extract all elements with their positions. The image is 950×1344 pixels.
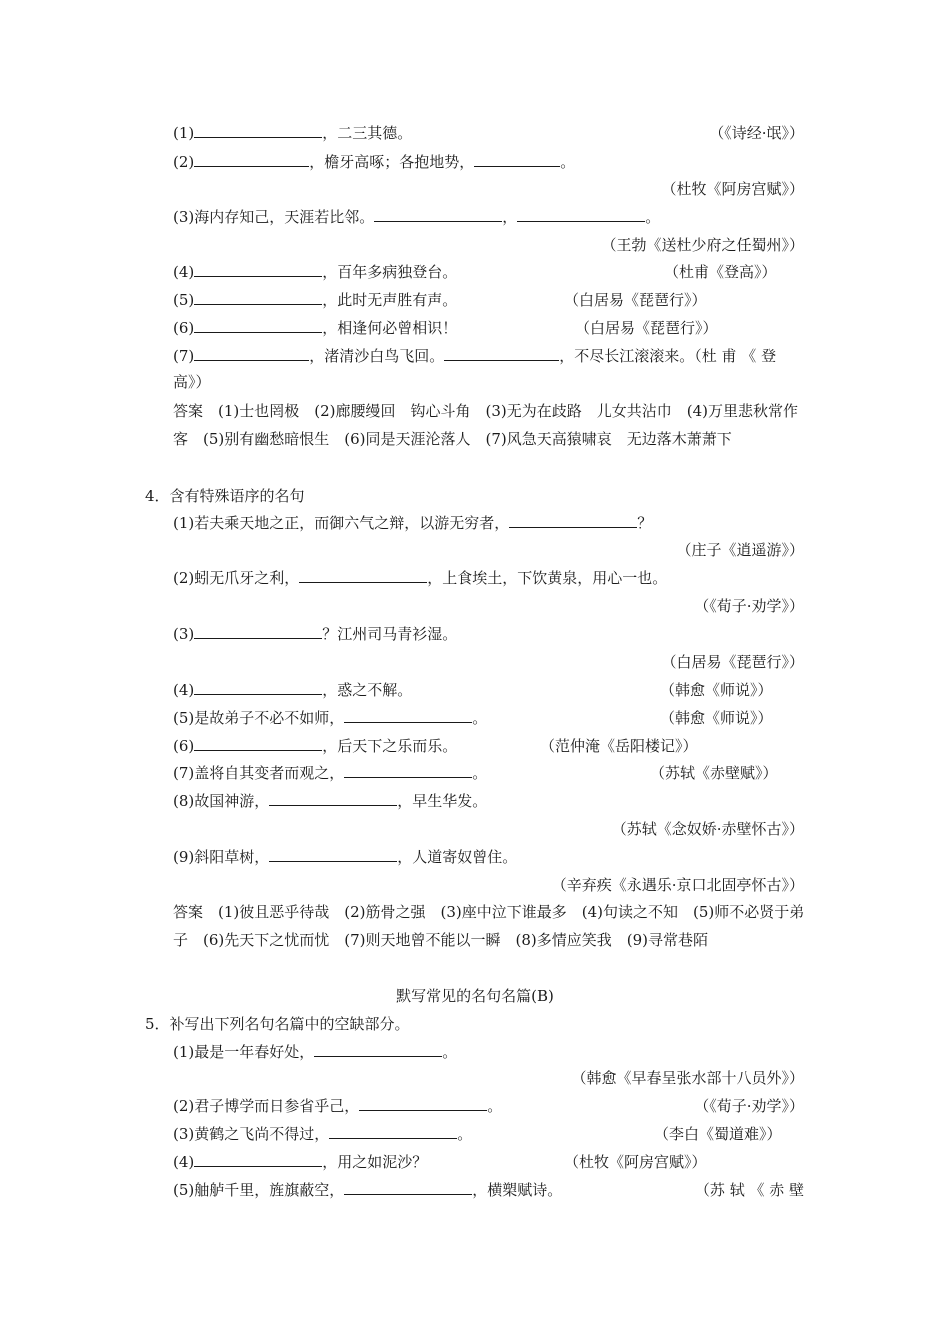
blank-field[interactable] — [194, 736, 322, 751]
blank-field[interactable] — [194, 624, 322, 639]
s3-item-6: (6) ，相逢何必曾相识！ — [173, 319, 458, 337]
s5-item-2: (2)君子博学而日参省乎己， 。 — [173, 1097, 503, 1115]
s4-item-1: (1)若夫乘天地之正，而御六气之辩，以游无穷者， ？ — [173, 514, 653, 532]
blank-field[interactable] — [344, 1180, 472, 1195]
source-citation: （苏轼《念奴娇·赤壁怀古》） — [611, 820, 804, 838]
source-citation: （白居易《琵琶行》） — [661, 653, 804, 671]
s5-item-5: (5)舳舻千里，旌旗蔽空， ，横槊赋诗。 — [173, 1181, 563, 1199]
s4-answer: 答案 (1)彼且恶乎待哉 (2)筋骨之强 (3)座中泣下谁最多 (4)句读之不知 (5)师不必贤于弟子 (6)先天下之忧而忧 (7)则天地曾不能以一瞬 (8)多情应笑我 (9)寻常巷陌 — [173, 903, 805, 949]
s3-item-5: (5) ，此时无声胜有声。 — [173, 291, 458, 309]
blank-field[interactable] — [344, 763, 472, 778]
blank-field[interactable] — [374, 207, 502, 222]
blank-field[interactable] — [194, 123, 322, 138]
source-citation: （庄子《逍遥游》） — [676, 541, 804, 559]
blank-field[interactable] — [194, 290, 322, 305]
blank-field[interactable] — [194, 262, 322, 277]
s3-item-7-cont: 高》） — [173, 373, 211, 391]
source-citation: （韩愈《早春呈张水部十八员外》） — [571, 1069, 804, 1087]
blank-field[interactable] — [509, 513, 637, 528]
source-citation: （《诗经·氓》） — [709, 124, 804, 142]
blank-field[interactable] — [314, 1042, 442, 1057]
source-citation: （苏 轼 《 赤 壁 — [694, 1181, 804, 1199]
blank-field[interactable] — [194, 680, 322, 695]
s4-item-8: (8)故国神游， ，早生华发。 — [173, 792, 488, 810]
s4-item-6: (6) ，后天下之乐而乐。 — [173, 737, 458, 755]
blank-field[interactable] — [329, 1124, 457, 1139]
s4-item-9: (9)斜阳草树， ，人道寄奴曾住。 — [173, 848, 518, 866]
source-citation: （杜牧《阿房宫赋》） — [661, 180, 804, 198]
s4-item-3: (3) ？江州司马青衫湿。 — [173, 625, 458, 643]
blank-field[interactable] — [344, 708, 472, 723]
blank-field[interactable] — [444, 346, 559, 361]
source-citation: （白居易《琵琶行》） — [575, 319, 718, 337]
s5-item-4: (4) ，用之如泥沙？ — [173, 1153, 428, 1171]
s3-answer: 答案 (1)士也罔极 (2)廊腰缦回 钩心斗角 (3)无为在歧路 儿女共沾巾 (4)万里悲秋常作客 (5)别有幽愁暗恨生 (6)同是天涯沦落人 (7)风急天高猿啸哀 无边落木萧萧下 — [173, 402, 798, 448]
source-citation: （范仲淹《岳阳楼记》） — [540, 737, 698, 755]
source-citation: （辛弃疾《永遇乐·京口北固亭怀古》） — [551, 876, 804, 894]
blank-field[interactable] — [359, 1096, 487, 1111]
source-citation: （杜牧《阿房宫赋》） — [564, 1153, 707, 1171]
source-citation: （苏轼《赤壁赋》） — [650, 764, 778, 782]
blank-field[interactable] — [269, 847, 397, 862]
source-citation: （白居易《琵琶行》） — [564, 291, 707, 309]
blank-field[interactable] — [299, 568, 427, 583]
blank-field[interactable] — [194, 346, 309, 361]
s3-item-7: (7) ，渚清沙白鸟飞回。 ，不尽长江滚滚来。（杜 甫 《 登 — [173, 347, 777, 365]
blank-field[interactable] — [194, 318, 322, 333]
blank-field[interactable] — [517, 207, 645, 222]
blank-field[interactable] — [474, 152, 560, 167]
s3-item-3: (3)海内存知己，天涯若比邻。 ， 。 — [173, 208, 661, 226]
s3-item-2: (2) ，檐牙高啄；各抱地势， 。 — [173, 153, 576, 171]
s4-item-7: (7)盖将自其变者而观之， 。 — [173, 764, 488, 782]
source-citation: （《荀子·劝学》） — [694, 1097, 804, 1115]
s3-item-1: (1) ，二三其德。 — [173, 124, 413, 142]
section-title: 默写常见的名句名篇(B) — [396, 987, 554, 1005]
s5-item-3: (3)黄鹤之飞尚不得过， 。 — [173, 1125, 473, 1143]
source-citation: （李白《蜀道难》） — [654, 1125, 782, 1143]
s3-item-4: (4) ，百年多病独登台。 — [173, 263, 458, 281]
s5-item-1: (1)最是一年春好处， 。 — [173, 1043, 458, 1061]
blank-field[interactable] — [269, 791, 397, 806]
blank-field[interactable] — [194, 1152, 322, 1167]
s4-item-2: (2)蚓无爪牙之利， ，上食埃土，下饮黄泉，用心一也。 — [173, 569, 668, 587]
s4-heading: 4．含有特殊语序的名句 — [145, 487, 305, 505]
source-citation: （韩愈《师说》） — [660, 709, 773, 727]
s4-item-5: (5)是故弟子不必不如师， 。 — [173, 709, 488, 727]
source-citation: （韩愈《师说》） — [660, 681, 773, 699]
source-citation: （《荀子·劝学》） — [694, 597, 804, 615]
source-citation: （王勃《送杜少府之任蜀州》） — [601, 236, 804, 254]
s4-item-4: (4) ，惑之不解。 — [173, 681, 413, 699]
blank-field[interactable] — [194, 152, 309, 167]
s5-heading: 5．补写出下列名句名篇中的空缺部分。 — [145, 1015, 410, 1033]
source-citation: （杜甫《登高》） — [664, 263, 777, 281]
